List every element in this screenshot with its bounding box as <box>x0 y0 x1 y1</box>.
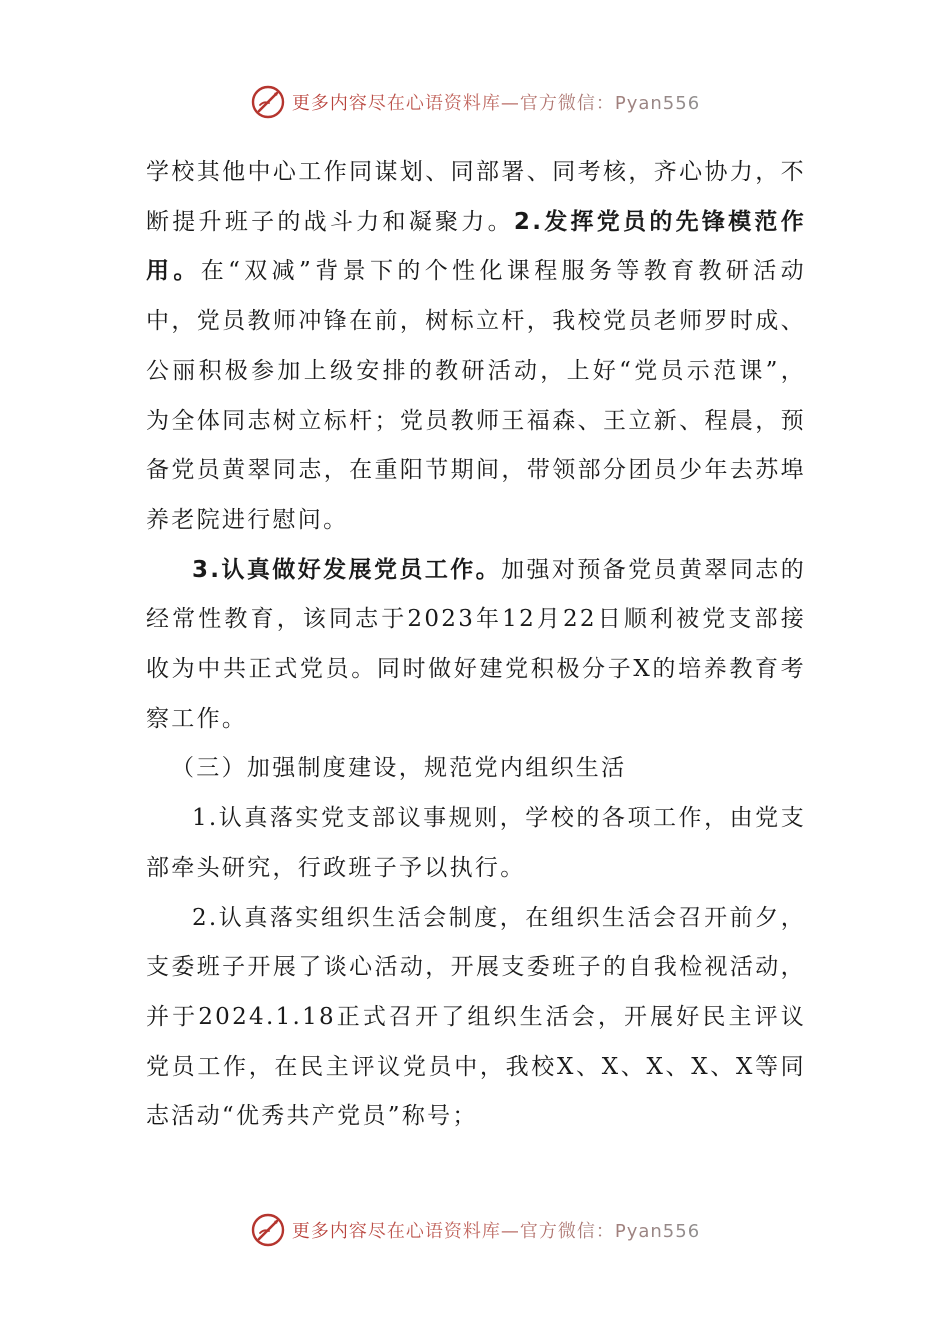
paragraph-text: 在“双减”背景下的个性化课程服务等教育教研活动中，党员教师冲锋在前，树标立杆，我校党员老师罗时成、公丽积极参加上级安排的教研活动，上好“党员示范课”，为全体同志树立标杆；党员教师王福森、王立新、程晨，预备党员黄翠同志，在重阳节期间，带领部分团员少年去苏埠养老院进行慰问。 <box>146 258 806 533</box>
paragraph-member-development <box>146 546 806 745</box>
paragraph-text: 学校其他中心工作同谋划、同部署、同考核，齐心协力，不断提升班子的战斗力和凝聚力。 <box>146 159 806 235</box>
watermark-header <box>0 82 950 122</box>
quill-logo-icon <box>250 84 286 120</box>
paragraph-organization-life: 2.认真落实组织生活会制度，在组织生活会召开前夕，支委班子开展了谈心活动，开展支委班子的自我检视活动，并于2024.1.18正式召开了组织生活会，开展好民主评议党员工作，在民主评议党员中，我校X、X、X、X、X等同志活动“优秀共产党员”称号； <box>146 904 806 1130</box>
watermark-text: 更多内容尽在心语资料库—官方微信：Pyan556 <box>292 1217 700 1243</box>
watermark-footer <box>0 1210 950 1250</box>
watermark-text: 更多内容尽在心语资料库—官方微信：Pyan556 <box>292 89 700 115</box>
quill-logo-icon <box>250 1212 286 1248</box>
paragraph-text: 加强对预备党员黄翠同志的经常性教育，该同志于2023年12月22日顺利被党支部接收为中共正式党员。同时做好建党积极分子X的培养教育考察工作。 <box>146 556 806 732</box>
section-heading: （三）加强制度建设，规范党内组织生活 <box>171 755 627 782</box>
document-body <box>146 148 806 1142</box>
paragraph-leadership <box>146 148 806 546</box>
paragraph-rules: 1.认真落实党支部议事规则，学校的各项工作，由党支部牵头研究，行政班子予以执行。 <box>146 805 806 881</box>
bold-heading-development: 3.认真做好发展党员工作。 <box>192 556 502 583</box>
bold-heading-vanguard: 2.发挥党员的先锋模范作用。 <box>146 208 807 285</box>
